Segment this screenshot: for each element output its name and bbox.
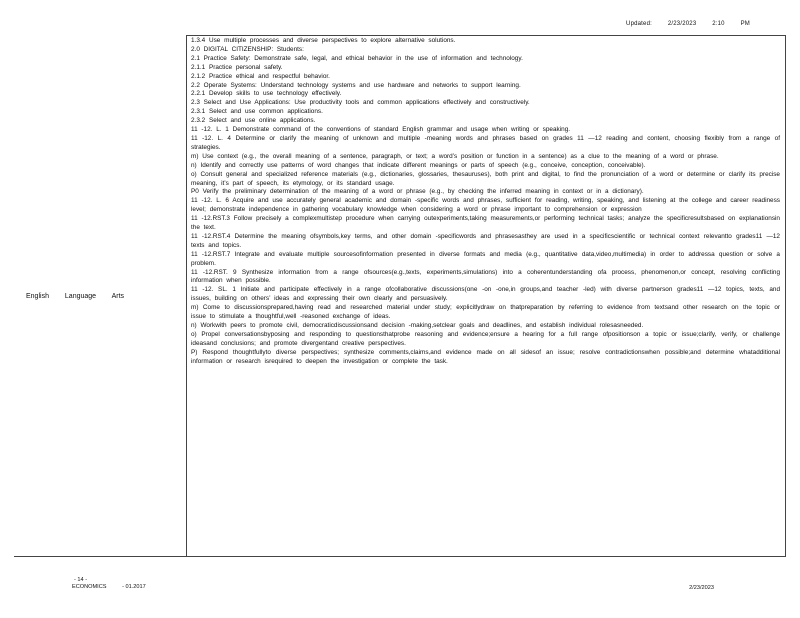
standard-line: 2.3.1 Select and use common applications. — [191, 108, 323, 116]
updated-timestamp — [626, 21, 750, 27]
standard-line: 2.2.1 Develop skills to use technology effectively. — [191, 90, 342, 98]
footer-dash: - — [122, 584, 124, 590]
updated-time: 2:10 — [712, 21, 725, 27]
standard-line: 11 -12. SL. 1 Initiate and participate effectively in a range ofcollaborative discussions(one -on -one,in groups,and teacher -led) with diverse partnerson grades11 —12 topics, texts, and issues, building on others’ ideas and expressing their own clearly and persuasively. — [191, 286, 780, 303]
standard-line: 11 -12. L. 4 Determine or clarify the meaning of unknown and multiple -meaning words and phrases based on grades 11 —12 reading and content, choosing flexibly from a range of strategies. — [191, 134, 780, 151]
footer-date: 2/23/2023 — [689, 585, 714, 591]
footer-left — [72, 577, 146, 591]
subject-label: English Language Arts — [26, 292, 125, 300]
standard-line: 2.1 Practice Safety: Demonstrate safe, legal, and ethical behavior in the use of information and technology. — [191, 54, 523, 62]
standard-line: o) Consult general and specialized reference materials (e.g., dictionaries, glossaries, thesauruses), both print and digital, to find the pronunciation of a word or determine or clarify its precise meaning, it’s part of speech, its etymology, or its standard usage. — [191, 170, 780, 187]
table-border-top — [186, 35, 786, 36]
standard-line: P0 Verify the preliminary determination of the meaning of a word or phrase (e.g., by checking the inferred meaning in context or in a dictionary). — [191, 188, 644, 196]
standard-line: 2.2 Operate Systems: Understand technology systems and use hardware and networks to support learning. — [191, 81, 521, 89]
updated-ampm: PM — [740, 21, 750, 27]
updated-date: 2/23/2023 — [667, 21, 697, 27]
version-number: 01.2017 — [125, 584, 146, 590]
standards-text — [191, 37, 780, 367]
standard-line: P) Respond thoughtfullyto diverse perspectives; synthesize comments,claims,and evidence made on all sidesof an issue; resolve contradictionswhen possible;and determine whatadditional information or research isrequired to deepen the investigation or complete the task. — [191, 348, 780, 365]
subject-cell — [14, 35, 186, 557]
standard-line: n) Workwith peers to promote civil, democraticdiscussionsand decision -making,setclear goals and deadlines, and establish individual rolesasneeded. — [191, 322, 644, 329]
standard-line: 2.1.1 Practice personal safety. — [191, 63, 283, 71]
standard-line: 2.0 DIGITAL CITIZENSHIP: Students: — [191, 45, 304, 53]
standard-line: 2.1.2 Practice ethical and respectful behavior. — [191, 72, 330, 80]
standard-line: n) Identify and correctly use patterns of word changes that indicate different meanings or parts of speech (e.g., conceive, conception, conceivable). — [191, 161, 646, 169]
standards-table — [14, 35, 786, 557]
standard-line: 2.3 Select and Use Applications: Use productivity tools and common applications effectively and constructively. — [191, 99, 530, 107]
standard-line: 2.3.2 Select and use online applications. — [191, 117, 316, 125]
standard-line: 11 -12.RST. 9 Synthesize information from a range ofsources(e.g.,texts, experiments,simulations) into a coherentunderstanding ofa process, phenomenon,or concept, resolving conflicting information when possible. — [191, 268, 780, 285]
standard-line: 11 -12.RST.3 Follow precisely a complexmultistep procedure when carrying outexperiments,taking measurements,or performing technical tasks; analyze the specificresultsbased on explanationsin the text. — [191, 215, 780, 232]
standard-line: 11 -12.RST.7 Integrate and evaluate multiple sourcesofinformation presented in diverse formats and media (e.g., quantitative data,video,multimedia) in order to addressa question or solve a problem. — [191, 250, 780, 267]
standard-line: 11 -12.RST.4 Determine the meaning ofsymbols,key terms, and other domain -specificwords and phrasesasthey are used in a specificscientific or technical context relevantto grades11 —12 texts and topics. — [191, 232, 780, 249]
standard-line: 1.3.4 Use multiple processes and diverse perspectives to explore alternative solutions. — [191, 37, 456, 44]
page-number: - 14 - — [74, 577, 88, 583]
standard-line: m) Come to discussionsprepared,having read and researched material under study; explicitlydraw on thatpreparation by referring to evidence from textsand other research on the topic or issue to stimulate a thoughtful,well -reasoned exchange of ideas. — [191, 304, 780, 321]
standard-line: o) Propel conversationsbyposing and responding to questionsthatprobe reasoning and evidence;ensure a hearing for a full range ofpositionson a topic or issue;clarify, verify, or challenge ideasand conclusions; and promote divergentand creative perspectives. — [191, 330, 780, 347]
standard-line: 11 -12. L. 6 Acquire and use accurately general academic and domain -specific words and phrases, sufficient for reading, writing, speaking, and listening at the college and career readiness level; demonstrate independence in gathering vocabulary knowledge when considering a word or phrase important to comprehension or expression — [191, 197, 780, 214]
table-column-divider — [186, 35, 187, 557]
updated-label: Updated: — [626, 21, 652, 27]
standard-line: 11 -12. L. 1 Demonstrate command of the conventions of standard English grammar and usage when writing or speaking. — [191, 126, 571, 134]
standard-line: m) Use context (e.g., the overall meaning of a sentence, paragraph, or text; a word’s position or function in a sentence) as a clue to the meaning of a word or phrase. — [191, 152, 719, 160]
table-border-right — [785, 35, 786, 557]
course-name: ECONOMICS — [72, 584, 107, 590]
